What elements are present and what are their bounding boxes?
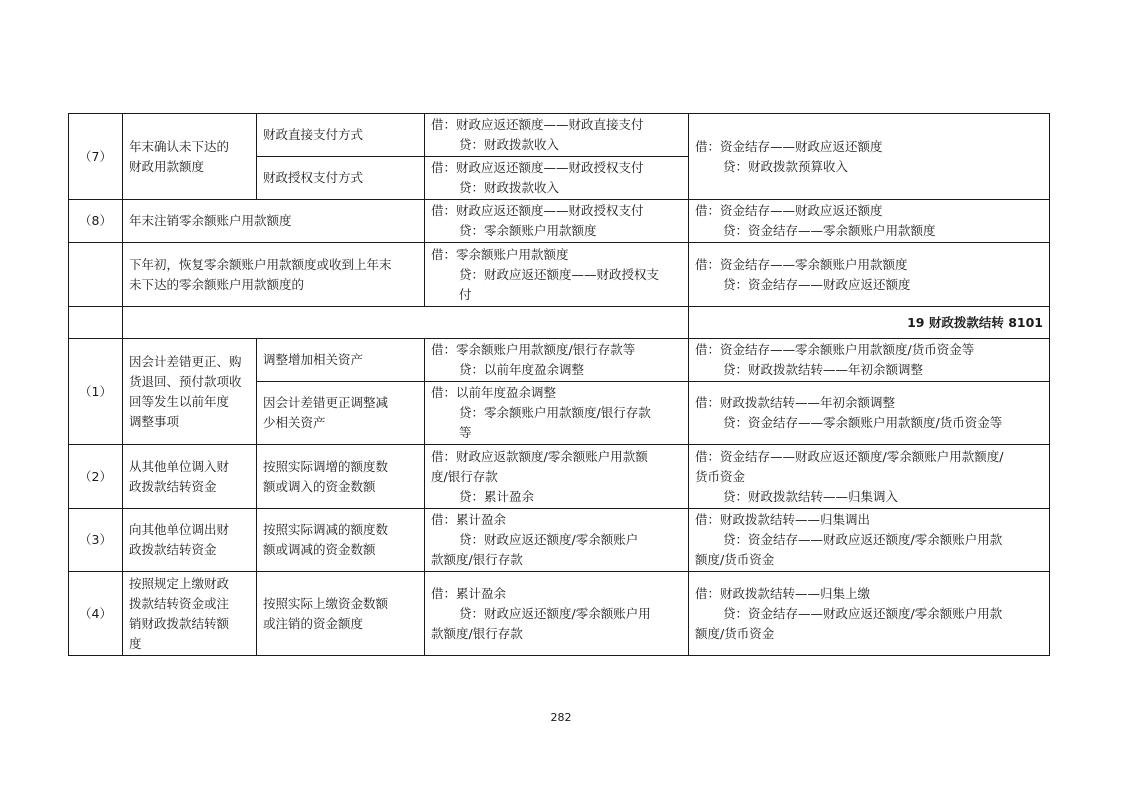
budget-entry-cell: 借：财政拨款结转——年初余额调整 贷：资金结存——零余额账户用款额度/货币资金等 — [689, 382, 1050, 445]
row-number: （1） — [69, 339, 123, 445]
event-cell: 年末注销零余额账户用款额度 — [123, 200, 425, 243]
budget-entry-cell: 借：资金结存——财政应返还额度/零余额账户用款额度/ 货币资金 贷：财政拨款结转——归集调入 — [689, 445, 1050, 509]
table-row — [69, 445, 1050, 509]
method-cell: 财政直接支付方式 — [257, 114, 425, 157]
event-cell: 因会计差错更正、购 货退回、预付款项收 回等发生以前年度 调整事项 — [123, 339, 257, 445]
event-cell: 下年初，恢复零余额账户用款额度或收到上年末 未下达的零余额账户用款额度的 — [123, 243, 425, 307]
event-cell: 年末确认未下达的 财政用款额度 — [123, 114, 257, 200]
method-cell: 财政授权支付方式 — [257, 157, 425, 200]
financial-entry-cell: 借：累计盈余 贷：财政应返还额度/零余额账户用 款额度/银行存款 — [425, 572, 689, 656]
row-number: （8） — [69, 200, 123, 243]
financial-entry-cell: 借：零余额账户用款额度/银行存款等 贷：以前年度盈余调整 — [425, 339, 689, 382]
table-row — [69, 339, 1050, 382]
row-number: （7） — [69, 114, 123, 200]
table-row — [69, 114, 1050, 157]
table-row — [69, 509, 1050, 572]
budget-entry-cell: 借：资金结存——零余额账户用款额度 贷：资金结存——财政应返还额度 — [689, 243, 1050, 307]
budget-entry-cell: 借：资金结存——零余额账户用款额度/货币资金等 贷：财政拨款结转——年初余额调整 — [689, 339, 1050, 382]
method-cell: 按照实际上缴资金数额 或注销的资金额度 — [257, 572, 425, 656]
blank-cell — [123, 307, 689, 339]
row-number: （3） — [69, 509, 123, 572]
financial-entry-cell: 借：以前年度盈余调整 贷：零余额账户用款额度/银行存款 等 — [425, 382, 689, 445]
financial-entry-cell: 借：累计盈余 贷：财政应返还额度/零余额账户 款额度/银行存款 — [425, 509, 689, 572]
financial-entry-cell: 借：财政应返款额度/零余额账户用款额 度/银行存款 贷：累计盈余 — [425, 445, 689, 509]
method-cell: 按照实际调减的额度数 额或调减的资金数额 — [257, 509, 425, 572]
method-cell: 按照实际调增的额度数 额或调入的资金数额 — [257, 445, 425, 509]
event-cell: 从其他单位调入财 政拨款结转资金 — [123, 445, 257, 509]
method-cell: 因会计差错更正调整减 少相关资产 — [257, 382, 425, 445]
method-cell: 调整增加相关资产 — [257, 339, 425, 382]
financial-entry-cell: 借：财政应返还额度——财政直接支付 贷：财政拨款收入 — [425, 114, 689, 157]
accounting-entries-table — [68, 113, 1050, 656]
row-number: （4） — [69, 572, 123, 656]
table-row — [69, 572, 1050, 656]
financial-entry-cell: 借：财政应返还额度——财政授权支付 贷：零余额账户用款额度 — [425, 200, 689, 243]
section-title: 19 财政拨款结转 8101 — [689, 307, 1050, 339]
financial-entry-cell: 借：财政应返还额度——财政授权支付 贷：财政拨款收入 — [425, 157, 689, 200]
table-row — [69, 243, 1050, 307]
financial-entry-cell: 借：零余额账户用款额度 贷：财政应返还额度——财政授权支 付 — [425, 243, 689, 307]
event-cell: 按照规定上缴财政 拨款结转资金或注 销财政拨款结转额 度 — [123, 572, 257, 656]
table-row — [69, 200, 1050, 243]
event-cell: 向其他单位调出财 政拨款结转资金 — [123, 509, 257, 572]
row-number — [69, 243, 123, 307]
budget-entry-cell: 借：财政拨款结转——归集上缴 贷：资金结存——财政应返还额度/零余额账户用款 额度/货币资金 — [689, 572, 1050, 656]
page-number: 282 — [550, 711, 572, 724]
blank-cell — [69, 307, 123, 339]
budget-entry-cell: 借：资金结存——财政应返还额度 贷：资金结存——零余额账户用款额度 — [689, 200, 1050, 243]
budget-entry-cell: 借：财政拨款结转——归集调出 贷：资金结存——财政应返还额度/零余额账户用款 额度/货币资金 — [689, 509, 1050, 572]
row-number: （2） — [69, 445, 123, 509]
budget-entry-cell: 借：资金结存——财政应返还额度 贷：财政拨款预算收入 — [689, 114, 1050, 200]
section-header-row — [69, 307, 1050, 339]
